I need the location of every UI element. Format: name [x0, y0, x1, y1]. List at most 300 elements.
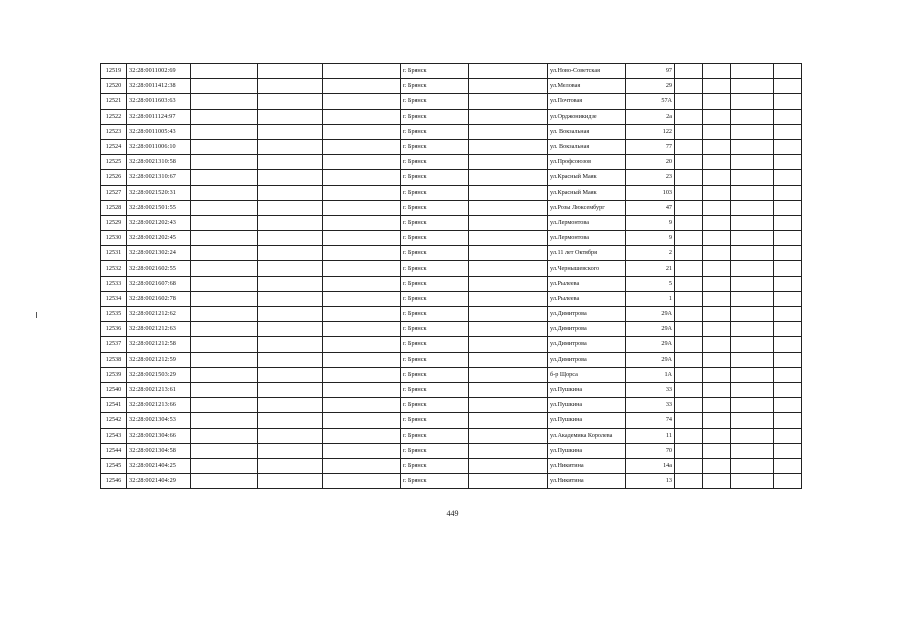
empty-cell	[258, 322, 323, 337]
empty-cell	[469, 276, 548, 291]
empty-cell	[774, 382, 802, 397]
empty-cell	[469, 246, 548, 261]
table-row	[101, 246, 802, 261]
empty-cell	[703, 231, 731, 246]
empty-cell	[323, 458, 401, 473]
empty-cell	[675, 398, 703, 413]
empty-cell	[731, 337, 774, 352]
empty-cell	[323, 291, 401, 306]
street-cell: ул.Димитрова	[548, 352, 626, 367]
empty-cell	[469, 231, 548, 246]
empty-cell	[191, 291, 258, 306]
empty-cell	[469, 124, 548, 139]
street-cell: ул.Никитина	[548, 458, 626, 473]
house-number-cell: 2	[626, 246, 675, 261]
cadastral-number-cell: 32:28:0021212:62	[127, 307, 191, 322]
table-row	[101, 352, 802, 367]
empty-cell	[703, 94, 731, 109]
empty-cell	[191, 337, 258, 352]
city-cell: г. Брянск	[401, 64, 469, 79]
empty-cell	[469, 428, 548, 443]
cadastral-number-cell: 32:28:0011002:69	[127, 64, 191, 79]
empty-cell	[675, 291, 703, 306]
empty-cell	[323, 443, 401, 458]
cadastral-number-cell: 32:28:0021304:53	[127, 413, 191, 428]
table-row	[101, 458, 802, 473]
empty-cell	[675, 246, 703, 261]
city-cell: г. Брянск	[401, 109, 469, 124]
cadastral-number-cell: 32:28:0011006:10	[127, 139, 191, 154]
empty-cell	[323, 398, 401, 413]
empty-cell	[774, 322, 802, 337]
row-number-cell: 12525	[101, 155, 127, 170]
cadastral-number-cell: 32:28:0021404:25	[127, 458, 191, 473]
empty-cell	[703, 261, 731, 276]
street-cell: ул. Вокзальная	[548, 139, 626, 154]
empty-cell	[731, 79, 774, 94]
empty-cell	[323, 261, 401, 276]
row-number-cell: 12523	[101, 124, 127, 139]
row-number-cell: 12521	[101, 94, 127, 109]
empty-cell	[258, 94, 323, 109]
row-number-cell: 12522	[101, 109, 127, 124]
empty-cell	[258, 307, 323, 322]
street-cell: ул.Красный Маяк	[548, 185, 626, 200]
empty-cell	[675, 231, 703, 246]
street-cell: ул.Пушкина	[548, 413, 626, 428]
table-row	[101, 64, 802, 79]
cadastral-number-cell: 32:28:0021310:58	[127, 155, 191, 170]
empty-cell	[191, 413, 258, 428]
empty-cell	[258, 124, 323, 139]
empty-cell	[731, 170, 774, 185]
empty-cell	[703, 474, 731, 489]
city-cell: г. Брянск	[401, 155, 469, 170]
empty-cell	[323, 79, 401, 94]
empty-cell	[323, 109, 401, 124]
city-cell: г. Брянск	[401, 124, 469, 139]
empty-cell	[469, 200, 548, 215]
empty-cell	[703, 155, 731, 170]
empty-cell	[731, 155, 774, 170]
empty-cell	[731, 261, 774, 276]
table-row	[101, 428, 802, 443]
empty-cell	[731, 352, 774, 367]
cadastral-number-cell: 32:28:0021212:59	[127, 352, 191, 367]
empty-cell	[703, 428, 731, 443]
empty-cell	[774, 413, 802, 428]
empty-cell	[731, 307, 774, 322]
house-number-cell: 13	[626, 474, 675, 489]
empty-cell	[258, 139, 323, 154]
table-row	[101, 322, 802, 337]
row-number-cell: 12533	[101, 276, 127, 291]
empty-cell	[774, 307, 802, 322]
street-cell: ул.Чернышевского	[548, 261, 626, 276]
empty-cell	[323, 246, 401, 261]
empty-cell	[323, 215, 401, 230]
empty-cell	[191, 367, 258, 382]
empty-cell	[703, 458, 731, 473]
empty-cell	[703, 64, 731, 79]
table-body	[101, 64, 802, 489]
city-cell: г. Брянск	[401, 382, 469, 397]
empty-cell	[323, 64, 401, 79]
empty-cell	[774, 94, 802, 109]
row-number-cell: 12540	[101, 382, 127, 397]
cadastral-number-cell: 32:28:0021404:29	[127, 474, 191, 489]
empty-cell	[323, 322, 401, 337]
empty-cell	[258, 474, 323, 489]
city-cell: г. Брянск	[401, 185, 469, 200]
empty-cell	[675, 367, 703, 382]
row-number-cell: 12545	[101, 458, 127, 473]
empty-cell	[675, 382, 703, 397]
empty-cell	[731, 367, 774, 382]
house-number-cell: 70	[626, 443, 675, 458]
cadastral-number-cell: 32:28:0021501:55	[127, 200, 191, 215]
empty-cell	[323, 124, 401, 139]
empty-cell	[323, 94, 401, 109]
empty-cell	[191, 428, 258, 443]
empty-cell	[469, 398, 548, 413]
empty-cell	[469, 307, 548, 322]
empty-cell	[191, 185, 258, 200]
house-number-cell: 9	[626, 215, 675, 230]
empty-cell	[323, 413, 401, 428]
empty-cell	[774, 139, 802, 154]
empty-cell	[731, 474, 774, 489]
empty-cell	[774, 352, 802, 367]
table-row	[101, 443, 802, 458]
registry-table	[100, 63, 802, 489]
empty-cell	[703, 246, 731, 261]
empty-cell	[469, 79, 548, 94]
empty-cell	[774, 291, 802, 306]
empty-cell	[774, 124, 802, 139]
street-cell: ул.Пушкина	[548, 443, 626, 458]
empty-cell	[191, 124, 258, 139]
empty-cell	[258, 64, 323, 79]
table-row	[101, 139, 802, 154]
empty-cell	[774, 261, 802, 276]
empty-cell	[703, 307, 731, 322]
empty-cell	[258, 413, 323, 428]
city-cell: г. Брянск	[401, 79, 469, 94]
cadastral-number-cell: 32:28:0021213:61	[127, 382, 191, 397]
city-cell: г. Брянск	[401, 94, 469, 109]
empty-cell	[191, 94, 258, 109]
empty-cell	[731, 109, 774, 124]
empty-cell	[675, 109, 703, 124]
row-number-cell: 12537	[101, 337, 127, 352]
empty-cell	[323, 382, 401, 397]
empty-cell	[191, 443, 258, 458]
city-cell: г. Брянск	[401, 276, 469, 291]
house-number-cell: 29А	[626, 337, 675, 352]
table-row	[101, 79, 802, 94]
empty-cell	[703, 382, 731, 397]
city-cell: г. Брянск	[401, 322, 469, 337]
row-number-cell: 12528	[101, 200, 127, 215]
empty-cell	[191, 79, 258, 94]
empty-cell	[258, 200, 323, 215]
cadastral-number-cell: 32:28:0021304:58	[127, 443, 191, 458]
house-number-cell: 97	[626, 64, 675, 79]
empty-cell	[469, 443, 548, 458]
empty-cell	[731, 398, 774, 413]
street-cell: ул.Димитрова	[548, 307, 626, 322]
cadastral-number-cell: 32:28:0021202:43	[127, 215, 191, 230]
empty-cell	[675, 474, 703, 489]
empty-cell	[703, 398, 731, 413]
row-number-cell: 12541	[101, 398, 127, 413]
house-number-cell: 21	[626, 261, 675, 276]
empty-cell	[191, 231, 258, 246]
empty-cell	[675, 64, 703, 79]
empty-cell	[191, 139, 258, 154]
table-row	[101, 155, 802, 170]
empty-cell	[731, 94, 774, 109]
row-number-cell: 12542	[101, 413, 127, 428]
empty-cell	[675, 124, 703, 139]
row-number-cell: 12529	[101, 215, 127, 230]
street-cell: ул.Лермонтова	[548, 215, 626, 230]
empty-cell	[191, 261, 258, 276]
empty-cell	[774, 246, 802, 261]
empty-cell	[774, 428, 802, 443]
empty-cell	[323, 307, 401, 322]
house-number-cell: 122	[626, 124, 675, 139]
empty-cell	[191, 382, 258, 397]
empty-cell	[323, 231, 401, 246]
empty-cell	[323, 185, 401, 200]
empty-cell	[703, 124, 731, 139]
empty-cell	[675, 307, 703, 322]
cadastral-number-cell: 32:28:0021212:58	[127, 337, 191, 352]
empty-cell	[731, 231, 774, 246]
house-number-cell: 29	[626, 79, 675, 94]
city-cell: г. Брянск	[401, 413, 469, 428]
empty-cell	[258, 458, 323, 473]
empty-cell	[675, 79, 703, 94]
empty-cell	[774, 200, 802, 215]
empty-cell	[675, 413, 703, 428]
empty-cell	[731, 215, 774, 230]
empty-cell	[703, 276, 731, 291]
empty-cell	[675, 200, 703, 215]
city-cell: г. Брянск	[401, 337, 469, 352]
table-row	[101, 200, 802, 215]
empty-cell	[731, 443, 774, 458]
empty-cell	[774, 79, 802, 94]
empty-cell	[469, 94, 548, 109]
empty-cell	[191, 322, 258, 337]
empty-cell	[469, 215, 548, 230]
empty-cell	[469, 64, 548, 79]
empty-cell	[703, 291, 731, 306]
empty-cell	[703, 367, 731, 382]
row-number-cell: 12546	[101, 474, 127, 489]
table-row	[101, 276, 802, 291]
city-cell: г. Брянск	[401, 261, 469, 276]
empty-cell	[774, 155, 802, 170]
row-number-cell: 12536	[101, 322, 127, 337]
empty-cell	[731, 139, 774, 154]
street-cell: ул.Ново-Советская	[548, 64, 626, 79]
empty-cell	[323, 155, 401, 170]
empty-cell	[731, 185, 774, 200]
empty-cell	[731, 64, 774, 79]
empty-cell	[469, 322, 548, 337]
row-number-cell: 12527	[101, 185, 127, 200]
city-cell: г. Брянск	[401, 215, 469, 230]
empty-cell	[675, 170, 703, 185]
city-cell: г. Брянск	[401, 443, 469, 458]
empty-cell	[323, 139, 401, 154]
row-number-cell: 12543	[101, 428, 127, 443]
table-row	[101, 124, 802, 139]
empty-cell	[191, 276, 258, 291]
empty-cell	[675, 155, 703, 170]
empty-cell	[323, 276, 401, 291]
empty-cell	[731, 246, 774, 261]
empty-cell	[675, 428, 703, 443]
empty-cell	[675, 261, 703, 276]
row-number-cell: 12539	[101, 367, 127, 382]
empty-cell	[675, 352, 703, 367]
empty-cell	[258, 398, 323, 413]
street-cell: ул.Никитина	[548, 474, 626, 489]
empty-cell	[731, 276, 774, 291]
empty-cell	[731, 428, 774, 443]
empty-cell	[258, 155, 323, 170]
empty-cell	[675, 458, 703, 473]
empty-cell	[731, 382, 774, 397]
table-row	[101, 109, 802, 124]
empty-cell	[469, 139, 548, 154]
empty-cell	[191, 215, 258, 230]
empty-cell	[469, 185, 548, 200]
table-row	[101, 261, 802, 276]
city-cell: г. Брянск	[401, 200, 469, 215]
row-number-cell: 12538	[101, 352, 127, 367]
cadastral-number-cell: 32:28:0021302:24	[127, 246, 191, 261]
empty-cell	[703, 79, 731, 94]
empty-cell	[703, 109, 731, 124]
empty-cell	[774, 215, 802, 230]
empty-cell	[469, 458, 548, 473]
empty-cell	[774, 276, 802, 291]
empty-cell	[675, 276, 703, 291]
house-number-cell: 23	[626, 170, 675, 185]
empty-cell	[469, 337, 548, 352]
street-cell: ул.Орджоникидзе	[548, 109, 626, 124]
street-cell: ул.Почтовая	[548, 94, 626, 109]
empty-cell	[258, 246, 323, 261]
street-cell: ул.Профсоюзов	[548, 155, 626, 170]
cadastral-number-cell: 32:28:0021503:29	[127, 367, 191, 382]
empty-cell	[323, 200, 401, 215]
empty-cell	[675, 215, 703, 230]
table-row	[101, 307, 802, 322]
empty-cell	[703, 170, 731, 185]
cadastral-number-cell: 32:28:0021602:55	[127, 261, 191, 276]
empty-cell	[469, 413, 548, 428]
empty-cell	[731, 413, 774, 428]
row-number-cell: 12524	[101, 139, 127, 154]
empty-cell	[323, 428, 401, 443]
empty-cell	[774, 458, 802, 473]
house-number-cell: 14а	[626, 458, 675, 473]
house-number-cell: 77	[626, 139, 675, 154]
empty-cell	[191, 155, 258, 170]
empty-cell	[675, 94, 703, 109]
margin-mark	[36, 312, 37, 318]
empty-cell	[191, 64, 258, 79]
cadastral-number-cell: 32:28:0021520:31	[127, 185, 191, 200]
city-cell: г. Брянск	[401, 367, 469, 382]
empty-cell	[258, 352, 323, 367]
table-row	[101, 337, 802, 352]
empty-cell	[675, 443, 703, 458]
empty-cell	[703, 322, 731, 337]
empty-cell	[675, 185, 703, 200]
empty-cell	[258, 337, 323, 352]
empty-cell	[731, 291, 774, 306]
table-row	[101, 185, 802, 200]
cadastral-number-cell: 32:28:0021213:66	[127, 398, 191, 413]
empty-cell	[258, 215, 323, 230]
empty-cell	[258, 367, 323, 382]
street-cell: ул.Пушкина	[548, 382, 626, 397]
empty-cell	[675, 337, 703, 352]
house-number-cell: 47	[626, 200, 675, 215]
street-cell: ул.Академика Королева	[548, 428, 626, 443]
street-cell: ул.Димитрова	[548, 322, 626, 337]
house-number-cell: 1	[626, 291, 675, 306]
cadastral-number-cell: 32:28:0021310:67	[127, 170, 191, 185]
city-cell: г. Брянск	[401, 398, 469, 413]
cadastral-number-cell: 32:28:0011124:97	[127, 109, 191, 124]
row-number-cell: 12530	[101, 231, 127, 246]
street-cell: ул.Красный Маяк	[548, 170, 626, 185]
row-number-cell: 12526	[101, 170, 127, 185]
street-cell: ул.Лермонтова	[548, 231, 626, 246]
city-cell: г. Брянск	[401, 458, 469, 473]
empty-cell	[258, 231, 323, 246]
house-number-cell: 74	[626, 413, 675, 428]
empty-cell	[469, 367, 548, 382]
empty-cell	[731, 322, 774, 337]
empty-cell	[774, 231, 802, 246]
empty-cell	[774, 443, 802, 458]
empty-cell	[258, 428, 323, 443]
empty-cell	[731, 458, 774, 473]
empty-cell	[323, 367, 401, 382]
cadastral-number-cell: 32:28:0021607:68	[127, 276, 191, 291]
cadastral-number-cell: 32:28:0021304:66	[127, 428, 191, 443]
cadastral-number-cell: 32:28:0011005:43	[127, 124, 191, 139]
empty-cell	[469, 474, 548, 489]
empty-cell	[675, 139, 703, 154]
table-row	[101, 170, 802, 185]
table-row	[101, 413, 802, 428]
row-number-cell: 12544	[101, 443, 127, 458]
empty-cell	[469, 109, 548, 124]
empty-cell	[774, 109, 802, 124]
empty-cell	[323, 337, 401, 352]
